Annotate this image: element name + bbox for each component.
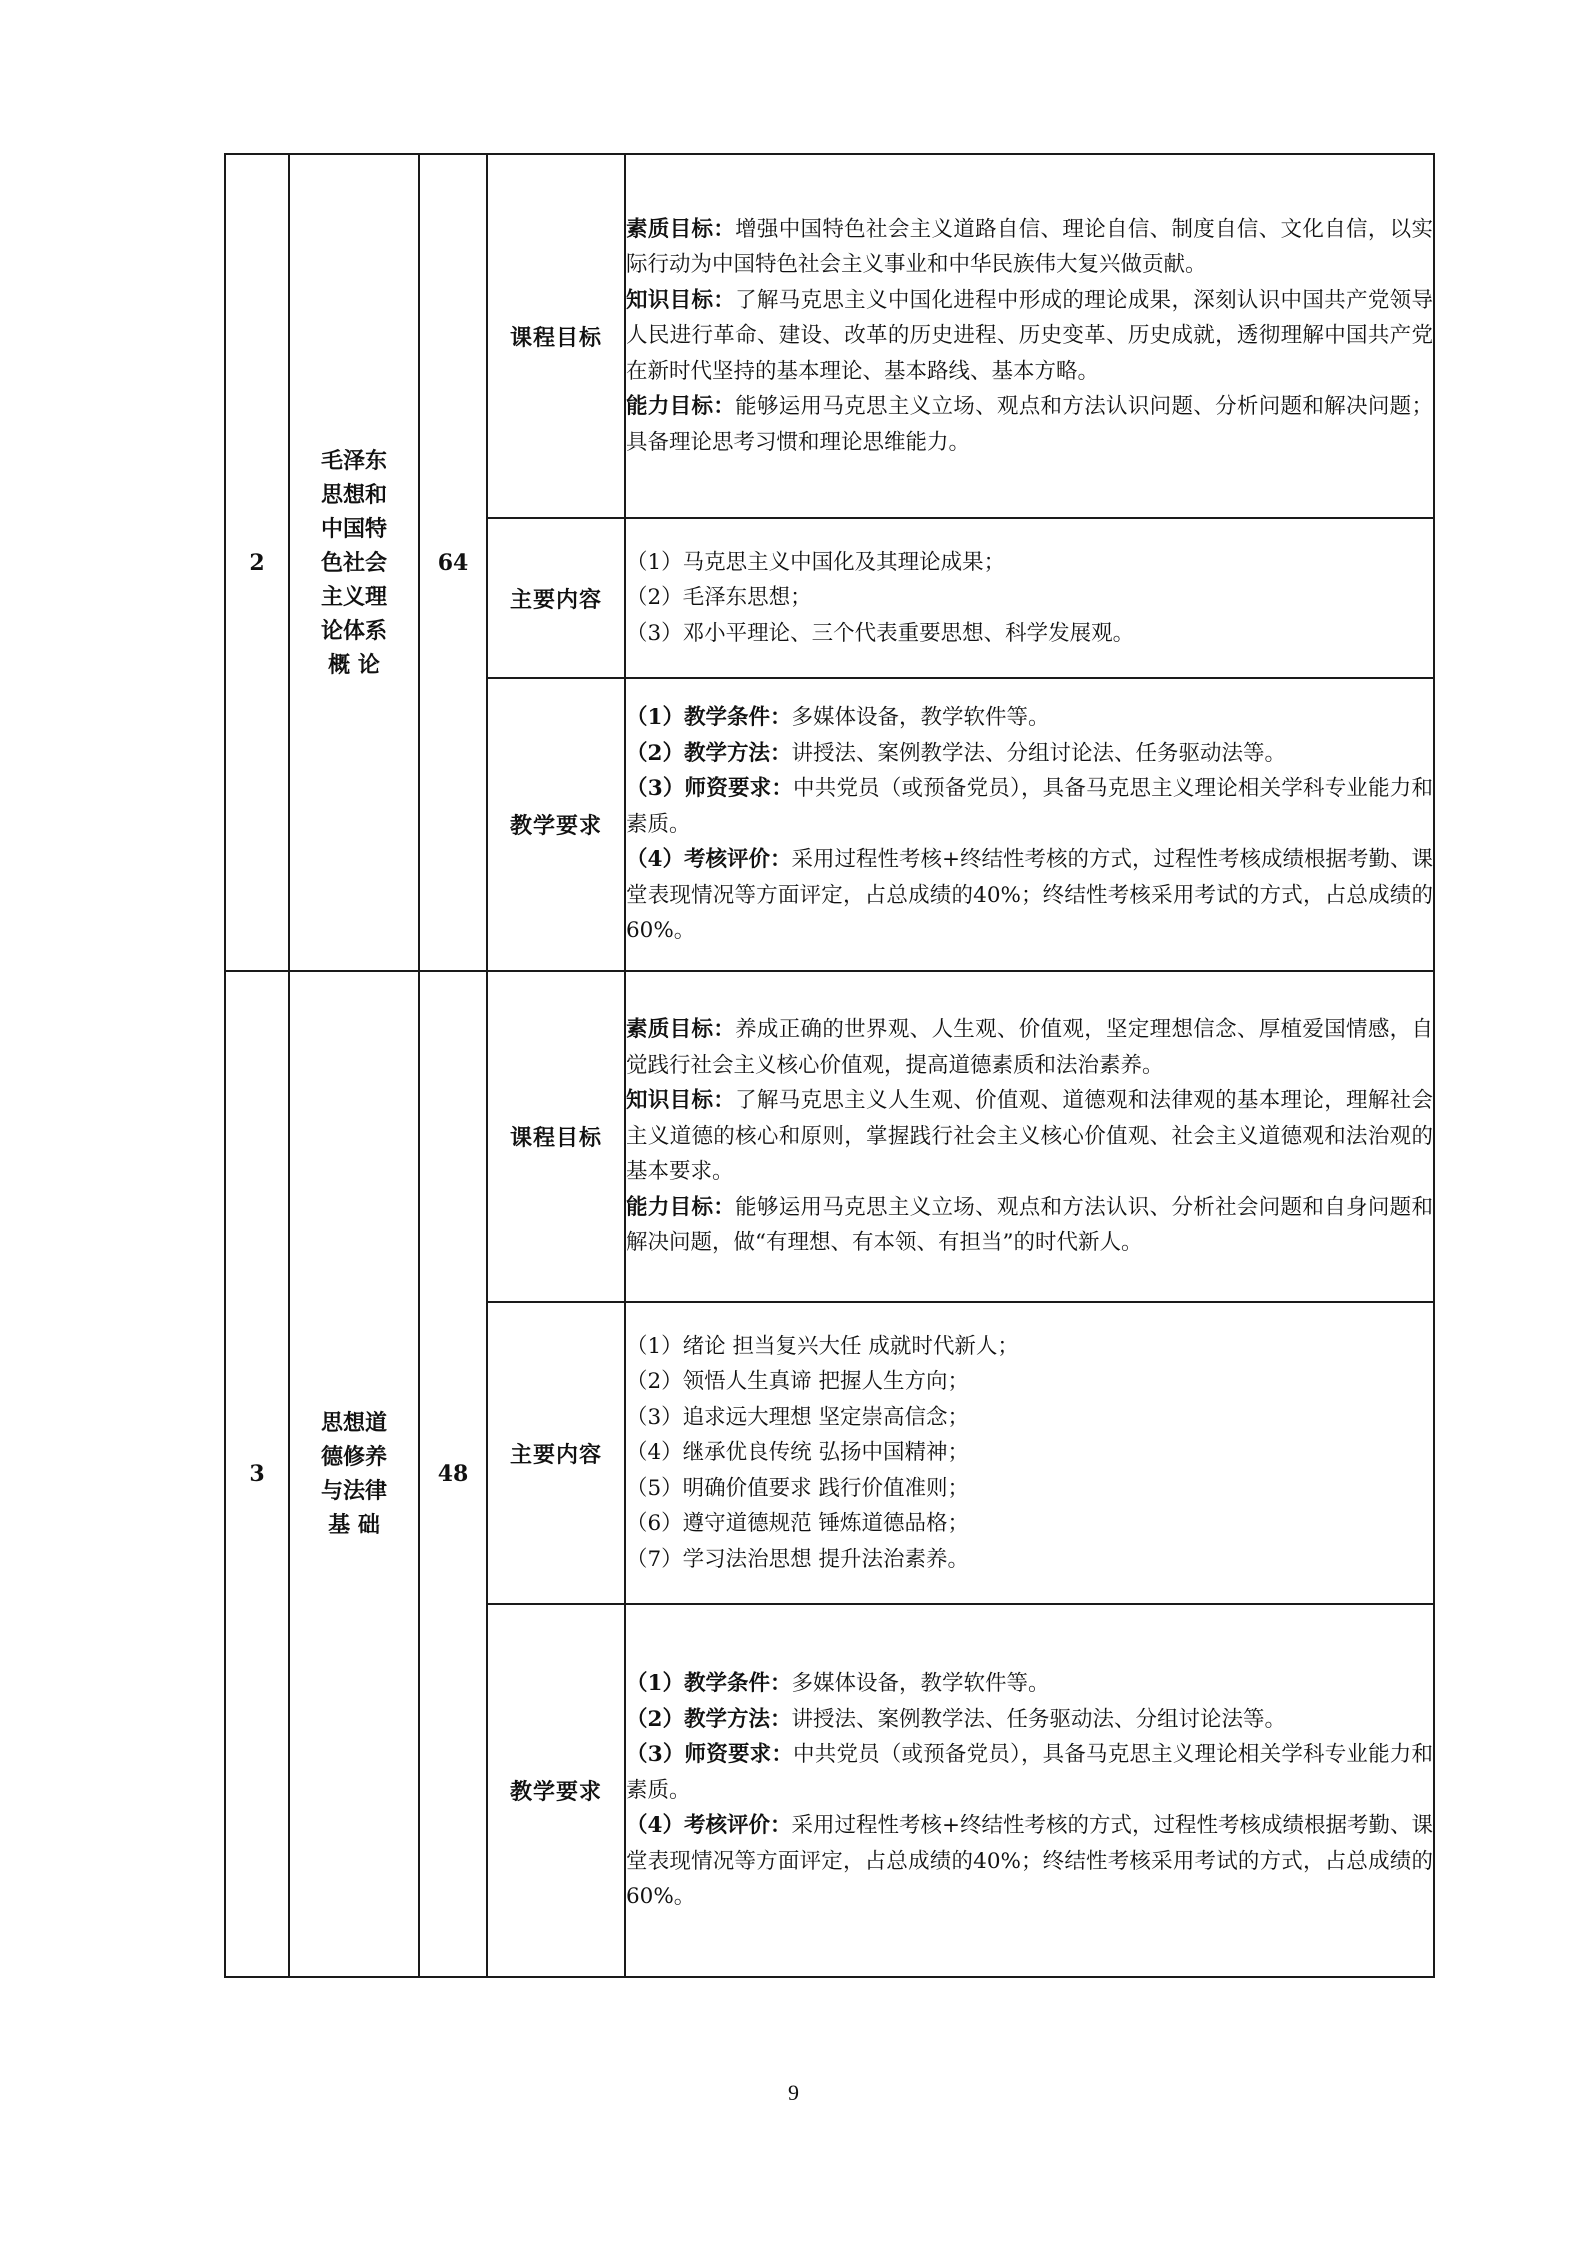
requirement-item [626,842,1433,949]
goal-text: 了解马克思主义人生观、价值观、道德观和法律观的基本理论，理解社会主义道德的核心和原则，掌握践行社会主义核心价值观、社会主义道德观和法治观的基本要求。 [626,1088,1433,1185]
content-item: （3）追求远大理想 坚定崇高信念； [626,1404,970,1430]
course-name-line: 中国特 [320,515,387,542]
requirement-key: （1）教学条件： [626,705,792,731]
goal-item [626,1083,1433,1190]
goal-text: 能够运用马克思主义立场、观点和方法认识、分析社会问题和自身问题和解决问题，做“有理想、有本领、有担当”的时代新人。 [626,1194,1433,1256]
course-name-line: 与法律 [320,1478,387,1504]
course-number: 2 [225,154,289,971]
requirement-text: 多媒体设备，教学软件等。 [791,705,1050,731]
course-name [289,154,419,971]
requirement-item [626,700,1433,736]
goals-label: 课程目标 [487,971,625,1302]
requirements-content [625,678,1434,971]
course-row-goals [225,971,1434,1302]
goal-item [626,212,1433,283]
requirement-item [626,1702,1433,1738]
course-name-line: 思想道 [320,1410,387,1436]
requirement-item [626,736,1433,772]
requirement-item [626,771,1433,842]
content-item: （7）学习法治思想 提升法治素养。 [626,1546,970,1572]
requirement-key: （2）教学方法： [626,1706,792,1732]
requirements-content [625,1604,1434,1977]
goals-content [625,971,1434,1302]
course-table [224,153,1435,1978]
goal-text: 增强中国特色社会主义道路自信、理论自信、制度自信、文化自信，以实际行动为中国特色社会主义事业和中华民族伟大复兴做贡献。 [626,216,1433,278]
goal-item [626,1190,1433,1261]
course-name-line: 毛泽东 [320,447,387,474]
requirement-item [626,1737,1433,1808]
requirement-text: 中共党员（或预备党员），具备马克思主义理论相关学科专业能力和素质。 [626,776,1433,837]
goal-text: 能够运用马克思主义立场、观点和方法认识问题、分析问题和解决问题；具备理论思考习惯和理论思维能力。 [626,394,1433,455]
course-hours: 48 [419,971,487,1977]
content-item: （1）马克思主义中国化及其理论成果； [626,549,1006,575]
goal-key: 能力目标： [626,394,736,420]
requirement-text: 采用过程性考核+终结性考核的方式，过程性考核成绩根据考勤、课堂表现情况等方面评定，占总成绩的40%；终结性考核采用考试的方式，占总成绩的60%。 [626,1813,1433,1910]
course-name-line: 基 础 [328,1512,380,1538]
course-name [289,971,419,1977]
course-name-line: 主义理 [320,583,387,610]
requirement-key: （4）考核评价： [626,1813,792,1839]
goals-content [625,154,1434,518]
requirement-item [626,1808,1433,1915]
course-hours: 64 [419,154,487,971]
requirements-label: 教学要求 [487,1604,625,1977]
goal-key: 知识目标： [626,1088,736,1114]
content-item: （6）遵守道德规范 锤炼道德品格； [626,1511,970,1537]
requirement-key: （1）教学条件： [626,1671,792,1697]
content-item: （5）明确价值要求 践行价值准则； [626,1475,970,1501]
content-item: （4）继承优良传统 弘扬中国精神； [626,1440,970,1466]
goal-key: 素质目标： [626,1017,736,1043]
course-row-goals [225,154,1434,518]
goal-key: 知识目标： [626,287,736,313]
goal-text: 养成正确的世界观、人生观、价值观，坚定理想信念、厚植爱国情感，自觉践行社会主义核心价值观，提高道德素质和法治素养。 [626,1017,1433,1078]
requirement-key: （2）教学方法： [626,740,792,766]
goal-item [626,283,1433,390]
course-name-line: 色社会 [320,549,387,576]
requirement-text: 中共党员（或预备党员），具备马克思主义理论相关学科专业能力和素质。 [626,1742,1433,1803]
requirement-key: （4）考核评价： [626,847,792,873]
requirement-item [626,1666,1433,1702]
goal-text: 了解马克思主义中国化进程中形成的理论成果，深刻认识中国共产党领导人民进行革命、建设、改革的历史进程、历史变革、历史成就，透彻理解中国共产党在新时代坚持的基本理论、基本路线、基本方略。 [626,287,1433,384]
content-item: （1）绪论 担当复兴大任 成就时代新人； [626,1333,1019,1359]
course-name-line: 论体系 [320,617,387,644]
requirements-label: 教学要求 [487,678,625,971]
content-list [625,518,1434,678]
goal-key: 能力目标： [626,1194,736,1220]
requirement-text: 讲授法、案例教学法、分组讨论法、任务驱动法等。 [791,740,1286,766]
course-number: 3 [225,971,289,1977]
requirement-text: 讲授法、案例教学法、任务驱动法、分组讨论法等。 [791,1706,1286,1732]
requirement-text: 采用过程性考核+终结性考核的方式，过程性考核成绩根据考勤、课堂表现情况等方面评定，占总成绩的40%；终结性考核采用考试的方式，占总成绩的60%。 [626,847,1433,944]
requirement-text: 多媒体设备，教学软件等。 [791,1671,1050,1697]
course-name-line: 概 论 [328,651,380,678]
goal-item [626,1012,1433,1083]
content-item: （2）领悟人生真谛 把握人生方向； [626,1369,970,1395]
content-label: 主要内容 [487,1302,625,1604]
goal-item [626,389,1433,460]
course-name-line: 思想和 [320,481,387,508]
content-list [625,1302,1434,1604]
goals-label: 课程目标 [487,154,625,518]
requirement-key: （3）师资要求： [626,1742,794,1768]
content-label: 主要内容 [487,518,625,678]
goal-key: 素质目标： [626,216,736,242]
requirement-key: （3）师资要求： [626,776,794,802]
course-name-line: 德修养 [320,1444,387,1470]
page-number: 9 [788,2080,799,2105]
content-item: （2）毛泽东思想； [626,585,812,611]
content-item: （3）邓小平理论、三个代表重要思想、科学发展观。 [626,620,1135,646]
